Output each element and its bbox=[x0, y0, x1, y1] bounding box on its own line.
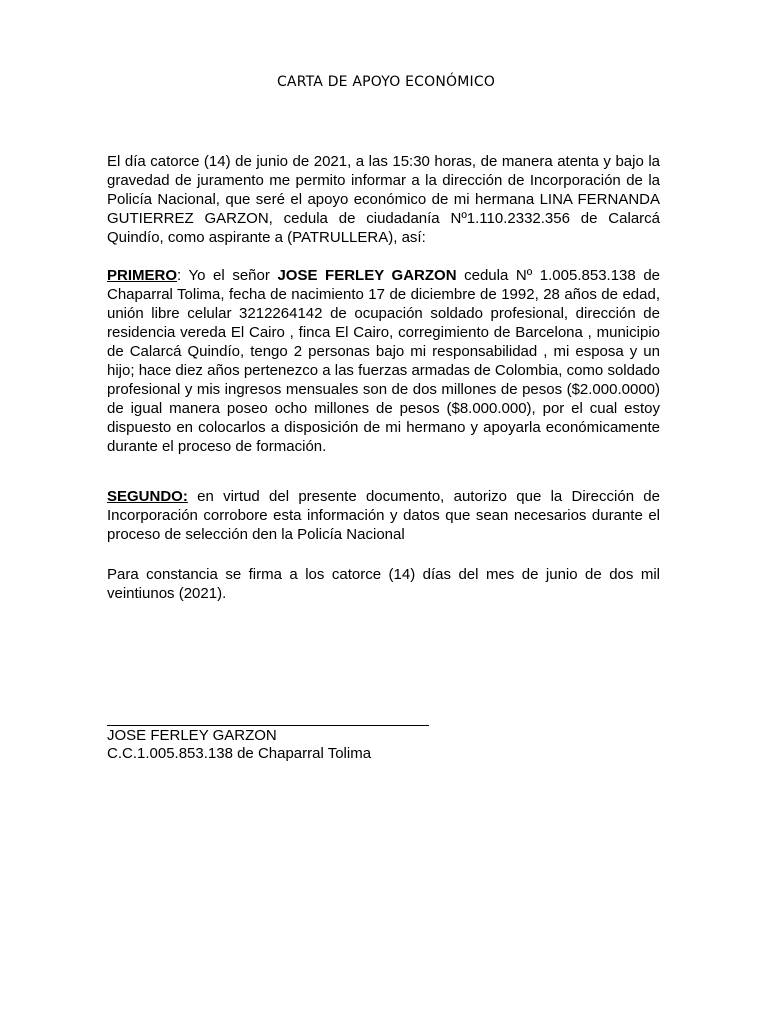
primero-text-b: cedula Nº 1.005.853.138 de Chaparral Tolima, fecha de nacimiento 17 de diciembre de 1992, 28 años de edad, unión libre celular 3212264142 de ocupación soldado profesional, dirección de residencia vereda El Cairo , finca El Cairo, corregimiento de Barcelona , municipio de Calarcá Quindío, tengo 2 personas bajo mi responsabilidad , mi esposa y un hijo; hace diez años pertenezco a las fuerzas armadas de Colombia, como soldado profesional y mis ingresos mensuales son de dos millones de pesos ($2.000.0000) de igual manera poseo ocho millones de pesos ($8.000.000), por el cual estoy dispuesto en colocarlos a disposición de mi hermano y apoyarla económicamente durante el proceso de formación. bbox=[107, 267, 660, 455]
closing-paragraph: Para constancia se firma a los catorce (14) días del mes de junio de dos mil veintiunos (2021). bbox=[107, 566, 660, 602]
signature-name: JOSE FERLEY GARZON bbox=[107, 727, 277, 744]
signature-id: C.C.1.005.853.138 de Chaparral Tolima bbox=[107, 745, 372, 762]
segundo-label: SEGUNDO: bbox=[107, 488, 188, 505]
intro-paragraph: El día catorce (14) de junio de 2021, a las 15:30 horas, de manera atenta y bajo la gravedad de juramento me permito informar a la dirección de Incorporación de la Policía Nacional, que seré el apoyo económico de mi hermana LINA FERNANDA GUTIERREZ GARZON, cedula de ciudadanía Nº1.110.2332.356 de Calarcá Quindío, como aspirante a (PATRULLERA), así: bbox=[107, 153, 660, 246]
document-title: CARTA DE APOYO ECONÓMICO bbox=[276, 74, 496, 90]
primero-label: PRIMERO bbox=[107, 267, 178, 284]
segundo-paragraph bbox=[107, 487, 660, 544]
primero-text-a: : Yo el señor bbox=[177, 267, 278, 284]
primero-paragraph bbox=[107, 266, 660, 456]
primero-name: JOSE FERLEY GARZON bbox=[277, 267, 457, 284]
segundo-text: en virtud del presente documento, autorizo que la Dirección de Incorporación corrobore esta información y datos que sean necesarios durante el proceso de selección den la Policía Nacional bbox=[107, 488, 660, 543]
